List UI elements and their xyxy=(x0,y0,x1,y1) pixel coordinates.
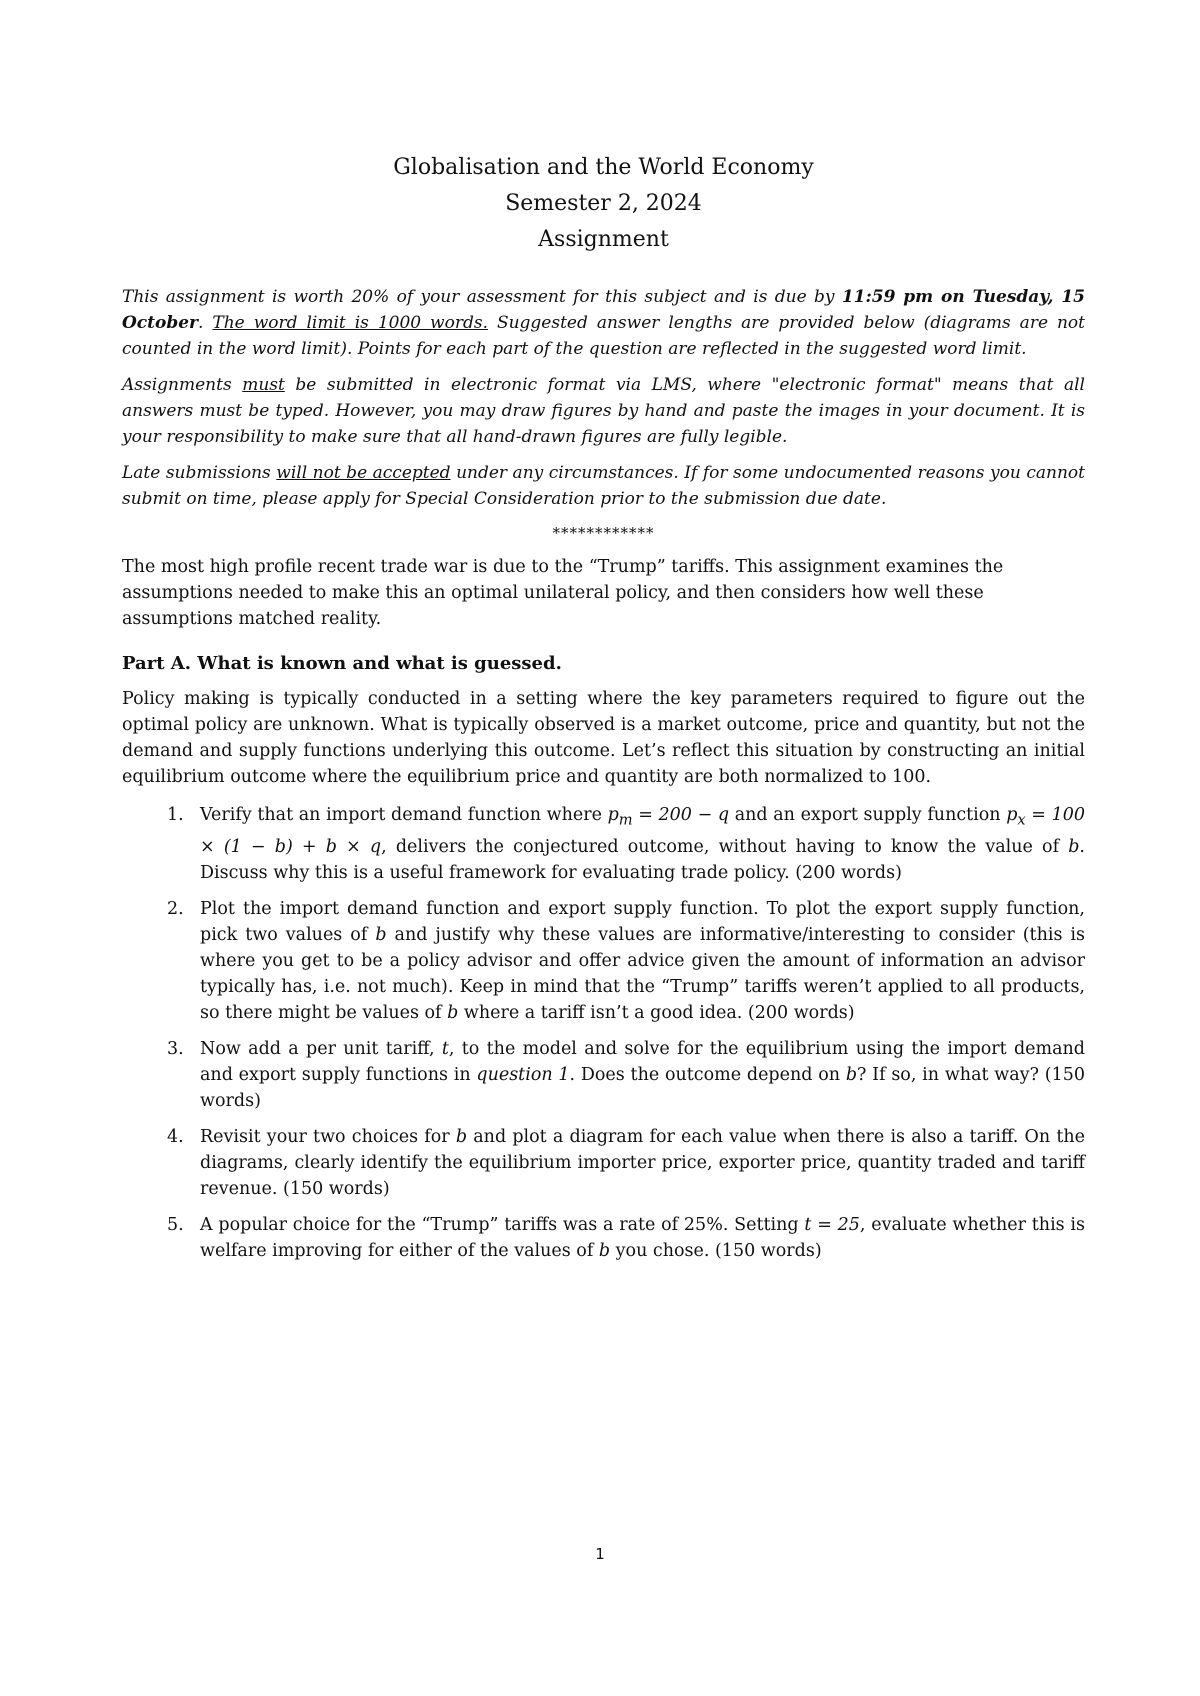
instructions-paragraph-3: Late submissions will not be accepted under any circumstances. If for some undocumented reasons you cannot submit on time, please apply for Special Consideration prior to the submission due date. xyxy=(122,463,1085,509)
instructions-paragraph-1: This assignment is worth 20% of your assessment for this subject and is due by 11:59 pm on Tuesday, 15 October. The word limit is 1000 words. Suggested answer lengths are provided below (diagrams are not counted in the word limit). Points for each part of the question are reflected in the suggested word limit. xyxy=(122,287,1085,359)
due-date: 11:59 pm on Tuesday, 15 October xyxy=(122,287,1085,333)
question-5: 5. A popular choice for the “Trump” tariffs was a rate of 25%. Setting t = 25, evaluate whether this is welfare improving for either of the values of b you chose. (150 words) xyxy=(167,1214,1085,1261)
part-a-intro: Policy making is typically conducted in a setting where the key parameters required to figure out the optimal policy are unknown. What is typically observed is a market outcome, price and quantity, but not the demand and supply functions underlying this outcome. Let’s reflect this situation by constructing an initial equilibrium outcome where the equilibrium price and quantity are both normalized to 100. xyxy=(122,689,1085,787)
question-2: 2. Plot the import demand function and export supply function. To plot the export supply function, pick two values of b and justify why these values are informative/interesting to consider (this is where you get to be a policy advisor and offer advice given the amount of information an advisor typically has, i.e. not much). Keep in mind that the “Trump” tariffs weren’t applied to all products, so there might be values of b where a tariff isn’t a good idea. (200 words) xyxy=(167,898,1085,1023)
question-4: 4. Revisit your two choices for b and plot a diagram for each value when there is also a tariff. On the diagrams, clearly identify the equilibrium importer price, exporter price, quantity traded and tariff revenue. (150 words) xyxy=(167,1126,1085,1199)
instructions xyxy=(122,284,1085,512)
document-page xyxy=(122,150,1085,1274)
question-3: 3. Now add a per unit tariff, t, to the model and solve for the equilibrium using the import demand and export supply functions in question 1. Does the outcome depend on b? If so, in what way? (150 words) xyxy=(167,1038,1086,1111)
page-number: 1 xyxy=(595,1545,605,1563)
title-block xyxy=(122,150,1085,258)
semester-label: Semester 2, 2024 xyxy=(505,191,702,216)
question-1: 1. Verify that an import demand function where $p_m = 200 - q$ and an export supply function $p_x = 100 \times (1 - b) + b \times q$, delivers the conjectured outcome, without having to know the value of b. Discuss why this is a useful framework for evaluating trade policy. (200 words) xyxy=(167,805,1085,883)
document-subtitle: Assignment xyxy=(538,227,669,252)
part-a-heading: Part A. What is known and what is guessed. xyxy=(122,653,562,674)
separator: ************ xyxy=(552,524,655,542)
question-list xyxy=(122,802,1085,1264)
overview-paragraph: The most high profile recent trade war is due to the “Trump” tariffs. This assignment examines the assumptions needed to make this an optimal unilateral policy, and then considers how well these assumptions matched reality. xyxy=(122,557,1004,629)
instructions-paragraph-2: Assignments must be submitted in electronic format via LMS, where "electronic format" means that all answers must be typed. However, you may draw figures by hand and paste the images in your document. It is your responsibility to make sure that all hand-drawn figures are fully legible. xyxy=(122,375,1085,447)
word-limit: The word limit is 1000 words. xyxy=(212,313,488,333)
document-title: Globalisation and the World Economy xyxy=(393,155,814,180)
